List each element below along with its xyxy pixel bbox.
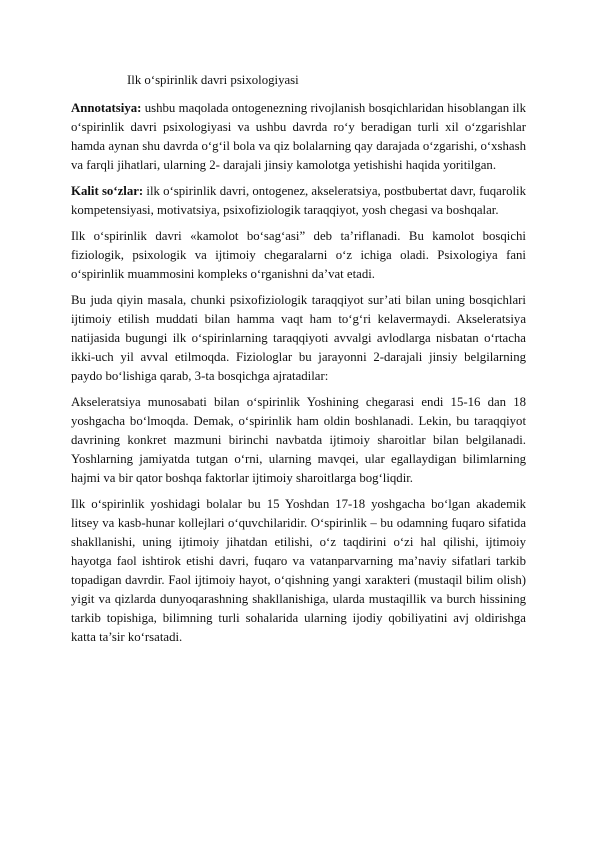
abstract-label: Annotatsiya:: [71, 101, 142, 115]
keywords-paragraph: [71, 182, 526, 220]
body-paragraph: Ilk o‘spirinlik davri «kamolot bo‘sag‘asi” deb ta’riflanadi. Bu kamolot bosqichi fiziologik, psixologik va ijtimoiy chegaralarni o‘z ichiga oladi. Psixologiya fani o‘spirinlik muammosini kompleks o‘rganishni da’vat etadi.: [71, 229, 526, 281]
abstract-paragraph: [71, 99, 526, 175]
body-paragraph: Akseleratsiya munosabati bilan o‘spirinlik Yoshining chegarasi endi 15-16 dan 18 yoshgacha bo‘lmoqda. Demak, o‘spirinlik ham oldin boshlanadi. Lekin, bu taraqqiyot davrining konkret mazmuni birinchi navbatda ijtimoiy sharoitlar bilan belgilanadi. Yoshlarning jamiyatda tutgan o‘rni, ularning mavqei, ular egallaydigan bilimlarning hajmi va bir qator boshqa faktorlar ijtimoiy sharoitlarga bog‘liqdir.: [71, 395, 526, 485]
abstract-text: ushbu maqolada ontogenezning rivojlanish bosqichlaridan hisoblangan ilk o‘spirinlik davri psixologiyasi va ushbu davrda ro‘y beradigan turli xil o‘zgarishlar hamda aynan shu davrda o‘g‘il bola va qiz bolalarning qay darajada o‘zgarishi, o‘xshash va farqli jihatlari, ularning 2- darajali jinsiy kamolotga yetishishi haqida yoritilgan.: [71, 101, 526, 172]
document-title: Ilk o‘spirinlik davri psixologiyasi: [127, 73, 299, 87]
body-paragraph: Bu juda qiyin masala, chunki psixofiziologik taraqqiyot sur’ati bilan uning bosqichlari ijtimoiy etilish muddati bilan hamma vaqt ham to‘g‘ri kelavermaydi. Akseleratsiya natijasida bugungi ilk o‘spirinlarning taraqqiyoti avvalgi avlodlarga nisbatan o‘rtacha ikki-uch yil avval etilmoqda. Fiziologlar bu jarayonni 2-darajali jinsiy belgilarning paydo bo‘lishiga qarab, 3-ta bosqichga ajratadilar:: [71, 293, 526, 383]
keywords-text: ilk o‘spirinlik davri, ontogenez, akseleratsiya, postbubertat davr, fuqarolik kompetensiyasi, motivatsiya, psixofiziologik taraqqiyot, yosh chegasi va boshqalar.: [71, 184, 526, 217]
document-page: [71, 71, 526, 654]
body-paragraph: Ilk o‘spirinlik yoshidagi bolalar bu 15 Yoshdan 17-18 yoshgacha bo‘lgan akademik litsey va kasb-hunar kollejlari o‘quvchilaridir. O‘spirinlik – bu odamning fuqaro sifatida shakllanishi, uning ijtimoiy jihatdan etilishi, o‘z taqdirini o‘zi hal qilishi, ijtimoiy hayotga faol ishtirok etishi davri, fuqaro va vatanparvarning ma’naviy sifatlari tarkib topadigan davrdir. Faol ijtimoiy hayot, o‘qishning yangi xarakteri (mustaqil bilim olish) yigit va qizlarda dunyoqarashning shakllanishiga, ularda mustaqillik va burch hissining tarkib topishiga, bilimning turli sohalarida ularning ijodiy qobiliyatini avj oldirishga katta ta’sir ko‘rsatadi.: [71, 497, 526, 644]
keywords-label: Kalit so‘zlar:: [71, 184, 144, 198]
